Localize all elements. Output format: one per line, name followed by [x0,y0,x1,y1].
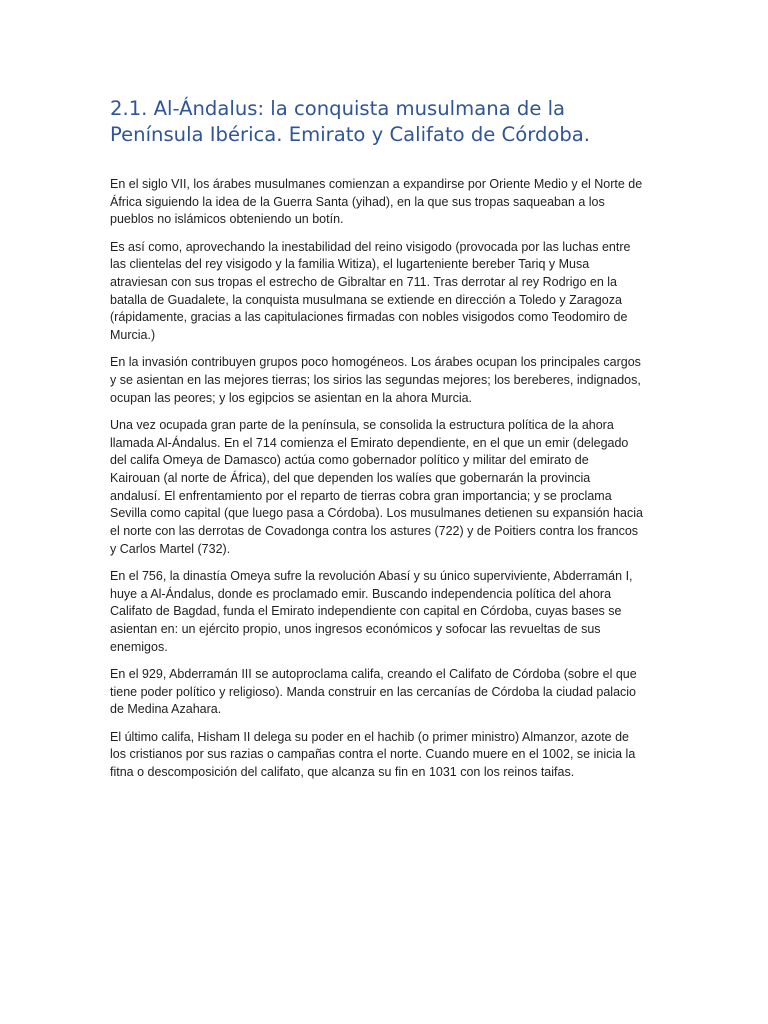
paragraph-5: En el 756, la dinastía Omeya sufre la revolución Abasí y su único superviviente, Abderramán I, huye a Al-Ándalus, donde es proclamado emir. Buscando independencia política del ahora Califato de Bagdad, funda el Emirato independiente con capital en Córdoba, cuyas bases se asientan en: un ejército propio, unos ingresos económicos y sofocar las revueltas de sus enemigos. [110,569,633,654]
paragraph-2: Es así como, aprovechando la inestabilidad del reino visigodo (provocada por las luchas entre las clientelas del rey visigodo y la familia Witiza), el lugarteniente bereber Tariq y Musa atraviesan con sus tropas el estrecho de Gibraltar en 711. Tras derrotar al rey Rodrigo en la batalla de Guadalete, la conquista musulmana se extiende en dirección a Toledo y Zaragoza (rápidamente, gracias a las capitulaciones firmadas con nobles visigodos como Teodomiro de Murcia.) [110,239,631,343]
paragraph-4: Una vez ocupada gran parte de la península, se consolida la estructura política de la ahora llamada Al-Ándalus. En el 714 comienza el Emirato dependiente, en el que un emir (delegado del califa Omeya de Damasco) actúa como gobernador político y militar del emirato de Kairouan (al norte de África), del que dependen los walíes que gobernarán la provincia andalusí. El enfrentamiento por el reparto de tierras cobra gran importancia; y se proclama Sevilla como capital (que luego pasa a Córdoba). Los musulmanes detienen su expansión hacia el norte con las derrotas de Covadonga contra los astures (722) y de Poitiers contra los francos y Carlos Martel (732). [110,417,643,556]
paragraph-7: El último califa, Hisham II delega su poder en el hachib (o primer ministro) Almanzor, azote de los cristianos por sus razias o campañas contra el norte. Cuando muere en el 1002, se inicia la fitna o descomposición del califato, que alcanza su fin en 1031 con los reinos taifas. [110,729,636,780]
section-heading: 2.1. Al-Ándalus: la conquista musulmana de la Península Ibérica. Emirato y Califato de Córdoba. [110,97,591,146]
document-body [110,176,662,791]
paragraph-1: En el siglo VII, los árabes musulmanes comienzan a expandirse por Oriente Medio y el Norte de África siguiendo la idea de la Guerra Santa (yihad), en la que sus tropas saqueaban a los pueblos no islámicos obteniendo un botín. [110,177,643,227]
paragraph-6: En el 929, Abderramán III se autoproclama califa, creando el Califato de Córdoba (sobre el que tiene poder político y religioso). Manda construir en las cercanías de Córdoba la ciudad palacio de Medina Azahara. [110,667,637,717]
paragraph-3: En la invasión contribuyen grupos poco homogéneos. Los árabes ocupan los principales cargos y se asientan en las mejores tierras; los sirios las segundas mejores; los bereberes, indignados, ocupan las peores; y los egipcios se asientan en la ahora Murcia. [110,355,641,405]
